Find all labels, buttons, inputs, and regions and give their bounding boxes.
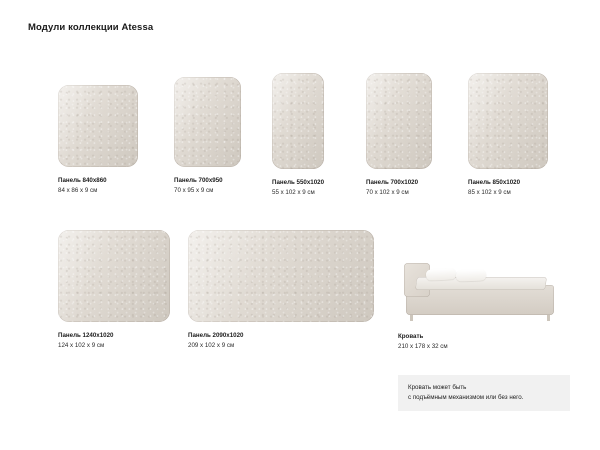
fabric-panel-swatch xyxy=(188,230,374,322)
module-name: Панель 1240x1020 xyxy=(58,332,114,339)
bed-note xyxy=(398,375,570,411)
module-dims: 70 x 102 x 9 см xyxy=(366,188,409,196)
module-dims: 85 x 102 x 9 см xyxy=(468,188,511,196)
module-card-5[interactable] xyxy=(58,230,170,350)
module-card-4[interactable] xyxy=(468,73,548,197)
bed-pillow xyxy=(426,268,457,281)
module-name: Панель 840x860 xyxy=(58,177,107,184)
module-caption xyxy=(58,331,170,350)
module-caption xyxy=(272,178,324,197)
fabric-panel-swatch xyxy=(468,73,548,169)
module-card-7 xyxy=(398,332,448,351)
module-name: Панель 850x1020 xyxy=(468,179,521,186)
bed-note-line-1: Кровать может быть xyxy=(408,384,467,391)
fabric-panel-swatch xyxy=(366,73,432,169)
module-name: Панель 550x1020 xyxy=(272,179,325,186)
module-dims: 84 x 86 x 9 см xyxy=(58,186,98,194)
bed-illustration[interactable] xyxy=(398,255,558,325)
module-caption xyxy=(468,178,548,197)
module-caption xyxy=(366,178,432,197)
bed-note-line-2: с подъёмным механизмом или без него. xyxy=(408,393,524,401)
page-title: Модули коллекции Atessa xyxy=(28,22,154,33)
module-card-0[interactable] xyxy=(58,85,138,195)
bed-pillow xyxy=(456,269,486,281)
module-card-3[interactable] xyxy=(366,73,432,197)
module-card-2[interactable] xyxy=(272,73,324,197)
module-dims: 70 x 95 x 9 см xyxy=(174,186,214,194)
module-dims: 210 x 178 x 32 см xyxy=(398,342,448,350)
fabric-panel-swatch xyxy=(272,73,324,169)
module-dims: 124 x 102 x 9 см xyxy=(58,341,105,349)
module-name: Панель 700x950 xyxy=(174,177,223,184)
module-dims: 209 x 102 x 9 см xyxy=(188,341,235,349)
module-card-6[interactable] xyxy=(188,230,374,350)
fabric-panel-swatch xyxy=(58,230,170,322)
module-caption xyxy=(174,176,241,195)
module-name: Панель 2090x1020 xyxy=(188,332,244,339)
fabric-panel-swatch xyxy=(58,85,138,167)
bed-legs xyxy=(408,315,552,321)
fabric-panel-swatch xyxy=(174,77,241,167)
module-caption xyxy=(188,331,374,350)
module-name: Панель 700x1020 xyxy=(366,179,419,186)
module-caption xyxy=(58,176,138,195)
module-caption xyxy=(398,332,448,351)
module-card-1[interactable] xyxy=(174,77,241,195)
module-name: Кровать xyxy=(398,333,424,340)
module-dims: 55 x 102 x 9 см xyxy=(272,188,315,196)
